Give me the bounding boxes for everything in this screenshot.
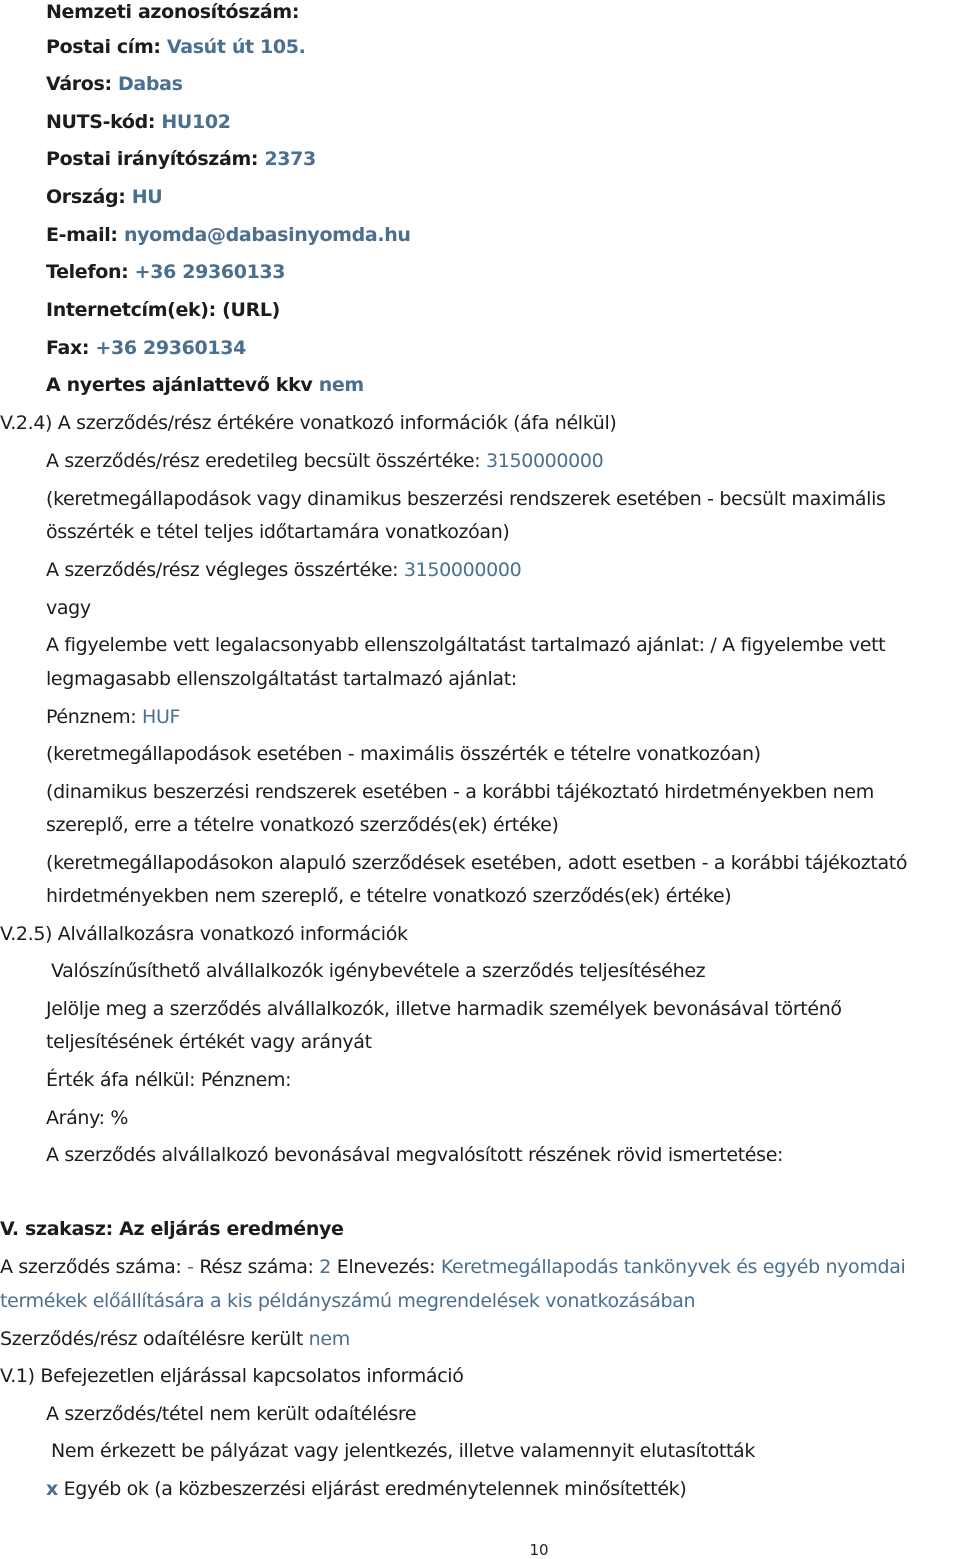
value-info-heading: V.2.4) A szerződés/rész értékére vonatkozó információk (áfa nélkül) — [0, 412, 617, 434]
name-label: Elnevezés: — [336, 1256, 436, 1278]
name-value-line-1: Keretmegállapodás tankönyvek és egyéb nyomdai — [440, 1256, 906, 1278]
awarded-row — [0, 1327, 350, 1351]
subcontract-ratio: Arány: % — [46, 1107, 129, 1129]
fax-value: +36 29360134 — [95, 337, 246, 359]
dynamic-note-line-1: (dinamikus beszerzési rendszerek esetében - a korábbi tájékoztató hirdetményekben nem — [46, 781, 874, 803]
phone-label: Telefon: — [46, 261, 129, 283]
city-value: Dabas — [117, 73, 183, 95]
phone-value: +36 29360133 — [134, 261, 286, 283]
country-value: HU — [131, 186, 163, 208]
not-awarded-text: A szerződés/tétel nem került odaítélésre — [46, 1403, 417, 1425]
email-label: E-mail: — [46, 224, 118, 246]
part-number-label: Rész száma: — [199, 1256, 314, 1278]
estimated-value-label: A szerződés/rész eredetileg becsült összértéke: — [46, 450, 481, 472]
sme-row — [46, 373, 364, 397]
fax-row — [46, 336, 246, 360]
framework-note-line-2: összérték e tétel teljes időtartamára vonatkozóan) — [46, 521, 510, 543]
framework-contract-note-line-1: (keretmegállapodásokon alapuló szerződések esetében, adott esetben - a korábbi tájékoztató — [46, 852, 908, 874]
subcontract-indicate-line-2: teljesítésének értékét vagy arányát — [46, 1031, 372, 1053]
or-text: vagy — [46, 597, 91, 619]
contract-number-value: - — [187, 1256, 194, 1278]
part-number-value: 2 — [319, 1256, 332, 1278]
contract-number-row — [0, 1255, 905, 1279]
postal-address-row — [46, 35, 305, 59]
final-value-row — [46, 558, 521, 582]
offer-range-line-2: legmagasabb ellenszolgáltatást tartalmazó ajánlat: — [46, 668, 517, 690]
web-address-label: Internetcím(ek): (URL) — [46, 299, 280, 321]
final-value-label: A szerződés/rész végleges összértéke: — [46, 559, 399, 581]
nuts-value: HU102 — [161, 111, 231, 133]
no-bids-text: Nem érkezett be pályázat vagy jelentkezés, illetve valamennyit elutasították — [51, 1440, 756, 1462]
awarded-value: nem — [308, 1328, 350, 1350]
framework-contract-note-line-2: hirdetményekben nem szereplő, e tételre vonatkozó szerződés(ek) értéke) — [46, 885, 732, 907]
zip-row — [46, 147, 316, 171]
nuts-label: NUTS-kód: — [46, 111, 156, 133]
subcontract-description: A szerződés alvállalkozó bevonásával megvalósított részének rövid ismertetése: — [46, 1144, 784, 1166]
phone-row — [46, 260, 285, 284]
currency-value: HUF — [142, 706, 181, 728]
contract-number-label: A szerződés száma: — [0, 1256, 182, 1278]
nuts-row — [46, 110, 231, 134]
postal-address-value: Vasút út 105. — [166, 36, 306, 58]
dynamic-note-line-2: szereplő, erre a tételre vonatkozó szerződés(ek) értéke) — [46, 814, 559, 836]
fax-label: Fax: — [46, 337, 90, 359]
country-row — [46, 185, 162, 209]
city-label: Város: — [46, 73, 112, 95]
section-title: V. szakasz: Az eljárás eredménye — [0, 1218, 344, 1240]
page-number: 10 — [529, 1541, 549, 1559]
framework-note-line-1: (keretmegállapodások vagy dinamikus beszerzési rendszerek esetében - becsült maximális — [46, 488, 886, 510]
zip-label: Postai irányítószám: — [46, 148, 259, 170]
estimated-value-row — [46, 449, 603, 473]
national-id-label: Nemzeti azonosítószám: — [46, 1, 300, 23]
postal-address-label: Postai cím: — [46, 36, 161, 58]
email-row — [46, 223, 411, 247]
awarded-label: Szerződés/rész odaítélésre került — [0, 1328, 303, 1350]
name-value-line-2: termékek előállítására a kis példányszámú megrendelések vonatkozásában — [0, 1290, 696, 1312]
currency-row — [46, 705, 180, 729]
final-value: 3150000000 — [403, 559, 522, 581]
city-row — [46, 72, 183, 96]
other-reason-mark: x — [46, 1478, 58, 1500]
unfinished-heading: V.1) Befejezetlen eljárással kapcsolatos információ — [0, 1365, 464, 1387]
subcontract-heading: V.2.5) Alvállalkozásra vonatkozó információk — [0, 923, 408, 945]
zip-value: 2373 — [264, 148, 316, 170]
sme-label: A nyertes ajánlattevő kkv — [46, 374, 313, 396]
other-reason-text: Egyéb ok (a közbeszerzési eljárást eredménytelennek minősítették) — [63, 1478, 687, 1500]
framework-max-note: (keretmegállapodások esetében - maximális összérték e tételre vonatkozóan) — [46, 743, 761, 765]
currency-label: Pénznem: — [46, 706, 137, 728]
email-value: nyomda@dabasinyomda.hu — [123, 224, 411, 246]
subcontract-likely: Valószínűsíthető alvállalkozók igénybevétele a szerződés teljesítéséhez — [51, 960, 706, 982]
country-label: Ország: — [46, 186, 126, 208]
offer-range-line-1: A figyelembe vett legalacsonyabb ellenszolgáltatást tartalmazó ajánlat: / A figyelembe vett — [46, 634, 886, 656]
subcontract-value-line: Érték áfa nélkül: Pénznem: — [46, 1069, 292, 1091]
sme-value: nem — [318, 374, 364, 396]
subcontract-indicate-line-1: Jelölje meg a szerződés alvállalkozók, illetve harmadik személyek bevonásával történő — [46, 998, 842, 1020]
other-reason-row — [46, 1477, 686, 1501]
estimated-value: 3150000000 — [485, 450, 604, 472]
